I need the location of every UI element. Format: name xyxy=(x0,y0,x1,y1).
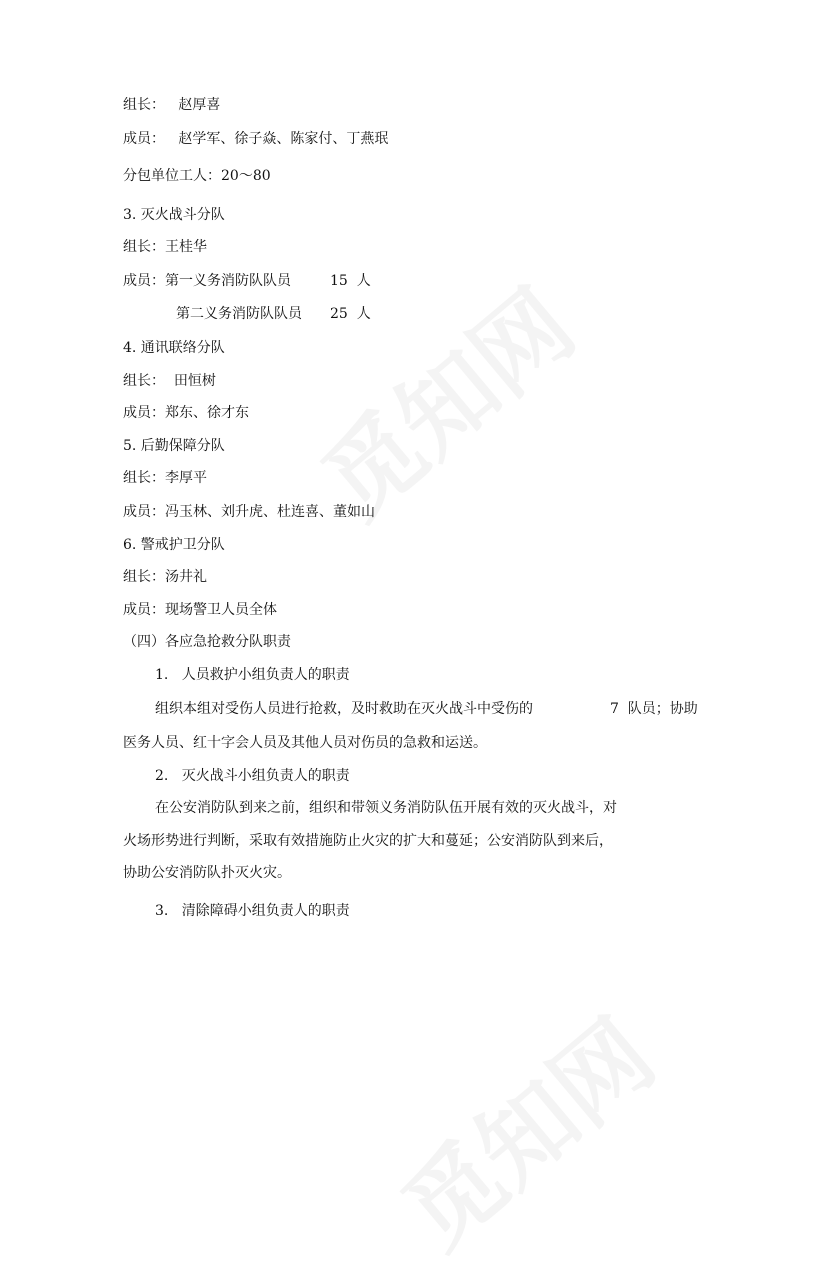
text-line: 组长：李厚平 xyxy=(123,470,207,486)
text-line: 25 人 xyxy=(330,306,371,322)
text-line: 成员： 赵学军、徐子焱、陈家付、丁燕珉 xyxy=(123,131,389,147)
text-line: 组长：王桂华 xyxy=(123,239,207,255)
section-heading: （四）各应急抢救分队职责 xyxy=(123,634,291,650)
section-heading: 4. 通讯联络分队 xyxy=(123,340,225,356)
watermark xyxy=(290,253,599,543)
text-line: 成员：郑东、徐才东 xyxy=(123,405,249,421)
subsection-heading: 3. 清除障碍小组负责人的职责 xyxy=(155,903,350,919)
text-line: 成员：第一义务消防队队员 xyxy=(123,273,291,289)
paragraph-line: 组织本组对受伤人员进行抢救，及时救助在灭火战斗中受伤的 xyxy=(155,701,533,717)
section-heading: 6. 警戒护卫分队 xyxy=(123,537,225,553)
section-heading: 3. 灭火战斗分队 xyxy=(123,207,225,223)
text-line: 成员：冯玉林、刘升虎、杜连喜、董如山 xyxy=(123,504,375,520)
paragraph-line: 7 队员；协助 xyxy=(610,701,698,717)
watermark xyxy=(370,983,679,1273)
text-line: 第二义务消防队队员 xyxy=(176,306,302,322)
section-heading: 5. 后勤保障分队 xyxy=(123,438,225,454)
subsection-heading: 1. 人员救护小组负责人的职责 xyxy=(155,667,350,683)
subsection-heading: 2. 灭火战斗小组负责人的职责 xyxy=(155,768,350,784)
paragraph-line: 火场形势进行判断，采取有效措施防止火灾的扩大和蔓延；公安消防队到来后， xyxy=(123,833,613,849)
paragraph-line: 协助公安消防队扑灭火灾。 xyxy=(123,865,291,881)
text-line: 组长： 田恒树 xyxy=(123,373,216,389)
paragraph-line: 医务人员、红十字会人员及其他人员对伤员的急救和运送。 xyxy=(123,735,487,751)
text-line: 15 人 xyxy=(330,273,371,289)
paragraph-line: 在公安消防队到来之前，组织和带领义务消防队伍开展有效的灭火战斗，对 xyxy=(155,800,617,816)
text-line: 组长： 赵厚喜 xyxy=(123,97,221,113)
text-line: 分包单位工人：20〜80 xyxy=(123,168,271,184)
text-line: 组长：汤井礼 xyxy=(123,569,207,585)
text-line: 成员：现场警卫人员全体 xyxy=(123,602,277,618)
